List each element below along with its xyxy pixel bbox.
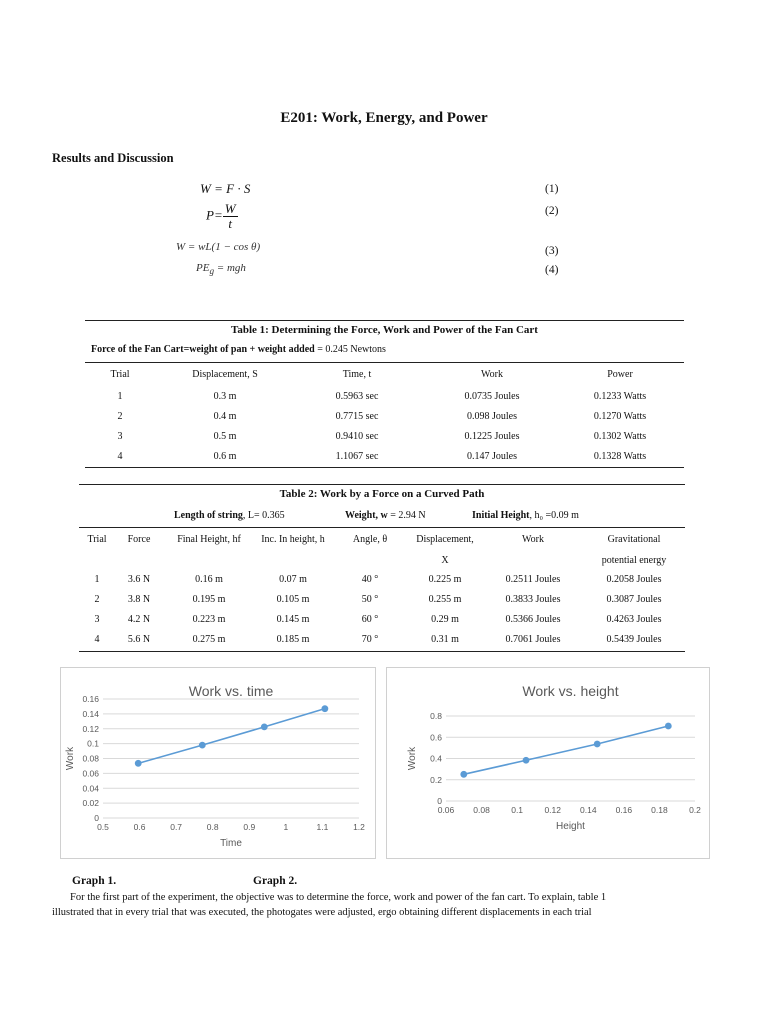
table1-header-cell: Work: [481, 369, 503, 380]
table2-cell: 3.8 N: [127, 594, 151, 605]
table1-note-value: = 0.245 Newtons: [314, 344, 386, 355]
table2-cell: 0.7061 Joules: [505, 634, 561, 645]
x-tick-label: 0.7: [170, 822, 183, 832]
body-line-1: For the first part of the experiment, the objective was to determine the force, work and power of the fan cart. To explain, table 1: [70, 892, 607, 903]
table2-cell: 4.2 N: [127, 614, 151, 625]
x-tick-label: 0.16: [615, 805, 633, 815]
x-axis-label: Time: [220, 838, 242, 849]
table1-cell: 0.5 m: [213, 431, 237, 442]
table1-cell: 3: [117, 431, 123, 442]
page-title: E201: Work, Energy, and Power: [280, 110, 488, 126]
y-tick-label: 0.2: [430, 774, 442, 785]
equation-2-number: (2): [545, 205, 559, 217]
equation-2-lhs: P: [206, 207, 214, 223]
table1-header-cell: Displacement, S: [192, 369, 258, 380]
table1-cell: 0.1328 Watts: [593, 451, 647, 462]
table2-cell: 0.275 m: [192, 634, 226, 645]
data-point: [321, 705, 328, 712]
y-tick-label: 0: [94, 813, 99, 823]
equation-4: [196, 262, 246, 276]
graph1-caption: Graph 1.: [72, 875, 117, 887]
table2-header-cell: Inc. In height, h: [261, 534, 325, 545]
table1-note: [91, 344, 386, 355]
table1-cell: 0.3 m: [213, 391, 237, 402]
table1-cell: 0.0735 Joules: [464, 391, 520, 402]
table1-cell: 1.1067 sec: [335, 451, 379, 462]
data-point: [523, 757, 530, 764]
table1-cell: 4: [117, 451, 123, 462]
x-tick-label: 0.5: [97, 822, 109, 832]
equation-2-numerator: W: [224, 201, 236, 216]
table1-cell: 0.1225 Joules: [464, 431, 520, 442]
table1-cell: 0.1302 Watts: [593, 431, 647, 442]
equation-2: P= $\frac{W}{t}$: [206, 201, 236, 231]
table2-header-cell: Work: [522, 534, 544, 545]
y-tick-label: 0.14: [82, 708, 99, 719]
y-tick-label: 0.8: [430, 711, 442, 721]
table2-cell: 0.195 m: [192, 594, 226, 605]
x-axis-label: Height: [556, 821, 585, 832]
table1-cell: 0.1270 Watts: [593, 411, 647, 422]
table2-cell: 0.29 m: [431, 614, 459, 625]
table2-cell: 0.225 m: [428, 574, 462, 585]
data-point: [199, 742, 206, 749]
equation-1-lhs: W: [200, 181, 211, 196]
x-tick-label: 0.08: [473, 805, 490, 815]
table2-cell: 0.145 m: [276, 614, 310, 625]
table2-length-value: , L= 0.365: [242, 510, 285, 521]
table2-header-cell: Trial: [87, 534, 107, 545]
y-axis-label: Work: [65, 746, 76, 771]
table1-cell: 0.6 m: [213, 451, 237, 462]
equation-4-subscript: g: [209, 266, 215, 277]
table2-caption: Table 2: Work by a Force on a Curved Path: [279, 488, 485, 500]
table1-cell: 0.5963 sec: [335, 391, 379, 402]
x-tick-label: 0.1: [511, 805, 524, 815]
equation-4-rhs: = mgh: [214, 262, 246, 274]
x-tick-label: 0.12: [544, 805, 561, 815]
table1-note-label: Force of the Fan Cart=weight of pan + weight added: [91, 344, 315, 355]
table2-cell: 0.223 m: [192, 614, 226, 625]
data-point: [594, 741, 601, 748]
table2-cell: 2: [94, 594, 100, 605]
table2-cell: 0.185 m: [276, 634, 310, 645]
table1-top-rule: [85, 320, 684, 321]
equation-4-lhs: PE: [196, 262, 210, 274]
table2-cell: 4: [94, 634, 100, 645]
table1-cell: 0.4 m: [213, 411, 237, 422]
y-tick-label: 0: [437, 796, 442, 806]
x-tick-label: 1.2: [353, 822, 365, 832]
data-point: [665, 723, 672, 730]
table2-height-value: , h₀ =0.09 m: [529, 510, 579, 521]
table2-cell: 0.3833 Joules: [505, 594, 561, 605]
series-line: [464, 726, 669, 774]
table2-cell: 50 °: [361, 594, 379, 605]
series-line: [138, 709, 325, 764]
x-tick-label: 1.1: [316, 822, 329, 832]
table2-cell: 0.255 m: [428, 594, 462, 605]
y-tick-label: 0.08: [82, 753, 99, 764]
table2-height-label: Initial Height: [472, 510, 530, 521]
table2-cell: 0.2511 Joules: [505, 574, 561, 585]
table1-header-rule: [85, 362, 684, 363]
table1-header-cell: Time, t: [342, 369, 372, 380]
equation-3-number: (3): [545, 245, 559, 257]
table1-cell: 1: [117, 391, 123, 402]
equation-3: W = wL(1 − cos θ): [176, 241, 261, 253]
table1-header-cell: Trial: [110, 369, 130, 380]
y-tick-label: 0.4: [430, 753, 442, 764]
table2-cell: 0.5439 Joules: [606, 634, 662, 645]
equation-2-denominator: t: [228, 216, 232, 231]
x-tick-label: 0.14: [580, 805, 597, 815]
x-tick-label: 0.9: [243, 822, 256, 832]
table2-bottom-rule: [79, 651, 685, 652]
table1-cell: 0.098 Joules: [467, 411, 517, 422]
table1-cell: 0.1233 Watts: [593, 391, 647, 402]
table2-header-cell: Final Height, hf: [177, 534, 241, 545]
table2-length: [174, 510, 285, 521]
table2-cell: 0.3087 Joules: [606, 594, 662, 605]
chart-work-vs-time-svg: [61, 668, 375, 858]
chart-title: Work vs. height: [522, 683, 619, 699]
table1-cell: 0.9410 sec: [335, 431, 379, 442]
data-point: [460, 771, 467, 778]
table1-bottom-rule: [85, 467, 684, 468]
equation-4-number: (4): [545, 264, 559, 276]
table2-weight-value: = 2.94 N: [387, 510, 426, 521]
y-tick-label: 0.04: [82, 783, 99, 794]
x-tick-label: 0.18: [651, 805, 668, 815]
table2-header-cell: Displacement,: [416, 534, 474, 545]
table2-length-label: Length of string: [174, 510, 243, 521]
x-tick-label: 0.06: [437, 805, 455, 815]
equation-2-fraction: [223, 202, 238, 231]
table2-cell: 0.07 m: [279, 574, 307, 585]
y-tick-label: 0.1: [87, 738, 99, 749]
table2-top-rule: [79, 484, 685, 485]
table2-cell: 0.5366 Joules: [505, 614, 561, 625]
chart-work-vs-height: [386, 667, 710, 859]
table1-caption: Table 1: Determining the Force, Work and Power of the Fan Cart: [231, 324, 538, 336]
table2-cell: 5.6 N: [127, 634, 151, 645]
table2-cell: 0.2058 Joules: [606, 574, 662, 585]
table2-cell: 70 °: [361, 634, 379, 645]
table2-header-cell: Angle, θ: [352, 534, 388, 545]
y-tick-label: 0.16: [82, 694, 99, 704]
table2-cell: 0.105 m: [276, 594, 310, 605]
chart-work-vs-time: [60, 667, 376, 859]
table2-cell: 3: [94, 614, 100, 625]
table2-header-cell: X: [441, 555, 449, 566]
equation-1-number: (1): [545, 183, 559, 195]
table2-weight: [345, 510, 426, 521]
table1-cell: 2: [117, 411, 123, 422]
section-heading: Results and Discussion: [52, 151, 174, 165]
x-tick-label: 0.6: [133, 822, 146, 832]
table2-cell: 3.6 N: [127, 574, 151, 585]
data-point: [135, 760, 142, 767]
equation-1: W = F · S: [200, 181, 251, 196]
table2-cell: 0.4263 Joules: [606, 614, 662, 625]
x-tick-label: 0.8: [206, 822, 219, 832]
table2-cell: 0.16 m: [195, 574, 223, 585]
chart-work-vs-height-svg: [387, 668, 709, 858]
y-tick-label: 0.6: [430, 732, 442, 743]
table2-cell: 0.31 m: [431, 634, 459, 645]
body-line-2: illustrated that in every trial that was executed, the photogates were adjusted, ergo obtaining different displacements in each trial: [52, 907, 592, 918]
table2-cell: 60 °: [361, 614, 379, 625]
table1-cell: 0.7715 sec: [335, 411, 379, 422]
y-axis-label: Work: [407, 746, 418, 771]
table1-cell: 0.147 Joules: [467, 451, 517, 462]
table1-header-cell: Power: [607, 369, 633, 380]
table2-initial-height: [472, 510, 579, 521]
table2-header-rule: [79, 527, 685, 528]
equation-1-rhs: F · S: [226, 181, 251, 196]
table2-weight-label: Weight, w: [345, 510, 388, 521]
data-point: [261, 723, 268, 730]
table2-cell: 40 °: [361, 574, 379, 585]
y-tick-label: 0.06: [82, 768, 99, 779]
x-tick-label: 0.2: [689, 805, 701, 815]
x-tick-label: 1: [283, 822, 289, 832]
table2-header-cell: Force: [127, 534, 151, 545]
y-tick-label: 0.02: [82, 798, 99, 809]
table2-header-cell: potential energy: [601, 555, 667, 566]
y-tick-label: 0.12: [82, 723, 99, 734]
table2-header-cell: Gravitational: [607, 534, 661, 545]
chart-title: Work vs. time: [188, 683, 274, 699]
graph2-caption: Graph 2.: [253, 875, 298, 887]
table2-cell: 1: [94, 574, 100, 585]
